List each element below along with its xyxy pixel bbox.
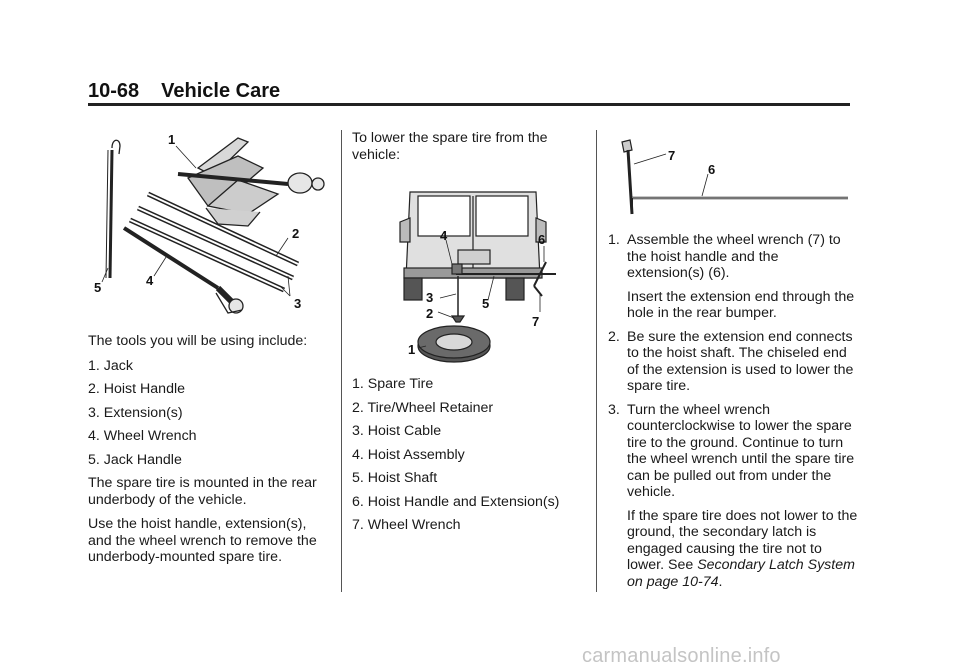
steps-list [608,232,858,590]
column-3 [608,232,858,597]
column-divider-2 [596,130,597,592]
cross-reference-link[interactable]: Secondary Latch System on page 10-74 [627,557,855,590]
callout-4: 4 [146,273,154,288]
list-item: 7. Wheel Wrench [352,517,461,533]
callout-3: 3 [426,290,434,305]
step-text: Turn the wheel wrench counterclockwise to lower the spare tire to the ground. Continue to turn the wheel wrench until the spare tire can be pulled out from under the vehicle. [627,401,855,500]
list-item: 4. Wheel Wrench [88,428,197,444]
tools-intro: The tools you will be using include: [88,333,308,349]
callout-6: 6 [708,162,716,177]
header-rule [88,103,850,106]
step-2 [608,329,858,395]
watermark: carmanualsonline.info [582,645,781,667]
list-item: 3. Hoist Cable [352,423,442,439]
list-item: 4. Hoist Assembly [352,446,465,463]
page-header [88,80,280,103]
callout-4: 4 [440,228,448,243]
column-2 [352,130,592,171]
column-2-list [352,376,592,541]
list-item: 6. Hoist Handle and Extension(s) [352,493,560,510]
step-number: 3. [608,401,620,418]
list-item: 3. Extension(s) [88,404,183,421]
tools-list [88,358,333,469]
step-number: 2. [608,328,620,345]
step-note: Insert the extension end through the hole in the rear bumper. [627,288,855,321]
column-divider-1 [341,130,342,592]
callout-2: 2 [426,306,434,321]
callout-5: 5 [482,296,490,311]
list-item: 2. Hoist Handle [88,381,185,397]
list-item: 5. Jack Handle [88,451,182,468]
callout-5: 5 [94,280,102,295]
step-text: Be sure the extension end connects to the hoist shaft. The chiseled end of the extension is used to lower the spare tire. [627,328,854,394]
step-text: Assemble the wheel wrench (7) to the hoist handle and the extension(s) (6). [627,232,841,281]
page-number: 10-68 [88,80,140,102]
step-3 [608,402,858,591]
vehicle-hoist-figure [396,182,572,372]
tools-usage: Use the hoist handle, extension(s), and the wheel wrench to remove the underbody-mounted spare tire. [88,516,317,565]
parts-list [352,376,592,534]
lower-intro: To lower the spare tire from the vehicle: [352,130,548,163]
note-end: . [718,573,723,590]
callout-6: 6 [538,232,546,247]
section-title: Vehicle Care [161,80,281,102]
list-item: 1. Jack [88,357,133,374]
wrench-extension-figure [608,134,854,224]
callout-7: 7 [532,314,540,329]
list-item: 1. Spare Tire [352,376,434,392]
list-item: 2. Tire/Wheel Retainer [352,399,494,416]
list-item: 5. Hoist Shaft [352,470,438,486]
callout-2: 2 [292,226,300,241]
spare-tire-location: The spare tire is mounted in the rear underbody of the vehicle. [88,475,317,508]
callout-3: 3 [294,296,302,311]
note-text: If the spare tire does not lower to the ground, the secondary latch is engaged causing the tire not to lower. See [627,507,858,573]
callout-1: 1 [408,342,416,357]
callout-7: 7 [668,148,676,163]
step-number: 1. [608,232,620,248]
callout-1: 1 [168,132,176,147]
column-1 [88,333,333,574]
step-note [627,508,858,591]
tools-figure [88,128,328,326]
step-1 [608,232,858,322]
